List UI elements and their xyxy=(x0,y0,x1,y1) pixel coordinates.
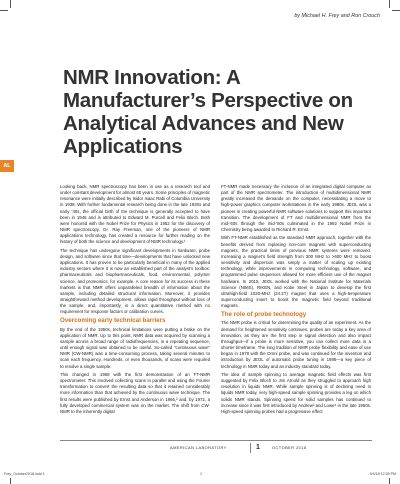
crop-mark xyxy=(392,10,400,11)
byline: by Michael H. Frey and Ron Crouch xyxy=(294,13,380,19)
crop-mark xyxy=(0,10,8,11)
paragraph: Looking back, NMR spectroscopy has been in use as a research tool and under constant development for almost 60 years. Some principles of magnetic resonance were initially described by Isidor Isaac Rabi of Columbia University in 1938. With further fundamental research being done in the late 1930s and early ’40s, the official birth of the technique is generally accepted to have been in 1946 and is attributed to Edward M. Purcell and Felix Bloch. Both were honored with the Nobel Prize for Physics in 1952 for the discovery of NMR spectroscopy. Dr. Ray Freeman, one of the pioneers of NMR applications technology, has created a resource for further reading on the history of both the science and development of NMR technology.¹ xyxy=(60,184,210,245)
right-column xyxy=(221,184,371,417)
section-tab: AL xyxy=(0,160,14,172)
paragraph: With FT-NMR established as the standard NMR approach, together with the benefits derived from replacing iron-core magnets with superconducting magnets, the practical limits of previous NMR systems were removed. Increasing a magnet’s field strength from 300 MHz to >600 MHz to boost sensitivity and dispersion was simply a matter of scaling up existing technology, while improvements in computing technology, software, and programmed pulse sequences allowed for more efficient use of the magnet hardware. In 2015, JEOL worked with the National Institute for Materials Science (NIMS), RIKEN, and Kobe Steel in Japan to develop the first ultrahigh-field 1020-MHz (24.2T) magnet that uses a high-temperature superconducting insert to boost the magnetic field beyond traditional magnets. xyxy=(221,235,371,309)
paragraph: The idea of sample spinning to average magnetic field effects was first suggested by Felix Bloch to Jim Arnold as they struggled to approach high resolution in liquids NMR. While sample spinning is of declining need in liquids NMR today, very high-speed sample spinning provides a leg on which solids NMR stands. Spinning speed for solid samples has continued to increase since it was first introduced by Andrew³ and Lowe⁴ in the late 1950s. High-speed spinning probes had a progressive effect xyxy=(221,371,371,414)
slug-page: 1 xyxy=(200,472,202,476)
footer-rule xyxy=(60,440,372,441)
footer-divider xyxy=(250,443,251,453)
section-heading: Overcoming early technical barriers xyxy=(60,317,166,325)
paragraph: FT-NMR made necessary the inclusion of an integrated digital computer as part of the NMR spectrometer. The introduction of multidimensional NMR greatly increased the demands on the computer, necessitating a move to high-power graphics computer workstations in the early 1980s. JEOL was a pioneer in creating powerful NMR software solutions to support this important transition. The development of FT and multidimensional NMR from the mid-’60s through the mid-’80s culminated in the 1992 Nobel Prize in Chemistry being awarded to Richard R. Ernst. xyxy=(221,184,371,233)
crop-mark xyxy=(389,0,390,8)
slug-timestamp: 9/4/18 12:39 PM xyxy=(369,472,396,476)
paragraph: By the end of the 1950s, technical limitations were putting a brake on the application of NMR. Up to this point, NMR data was acquired by scanning a sample across a broad range of radiofrequencies, in a repeating sequence, until enough signal was obtained to be useful. So-called “continuous wave” NMR (CW-NMR) was a time-consuming process, taking several minutes to scan each frequency. Hundreds, or even thousands, of scans were required to resolve a single sample. xyxy=(60,326,210,369)
print-slug xyxy=(4,472,396,480)
crop-mark xyxy=(10,0,11,8)
paragraph: The NMR probe is critical for determining the quality of an experiment. As the demand for heightened sensitivity continues, probes are today a key area of innovation, as they are the first step in signal detection and also impact throughput—if a probe is more sensitive, you can collect more data in a shorter timeframe. The long tradition of NMR probe flexibility and ease of use began in 1978 with the Omni probe, and was continued for the invention and introduction by JEOL of automatic probe tuning in 1986—a key piece of technology in NMR today and an industry standard today. xyxy=(221,320,371,369)
slug-filename: Frey_October2018.indd 1 xyxy=(4,472,45,476)
page-footer xyxy=(60,445,372,453)
article-title: NMR Innovation: A Manufacturer’s Perspective on Analytical Advances and New Applications xyxy=(63,66,353,158)
section-heading: The role of probe technology xyxy=(221,311,307,319)
page-number: 1 xyxy=(256,444,260,451)
magazine-name: AMERICAN LABORATORY xyxy=(170,445,227,450)
paragraph: The technique has undergone significant developments in hardware, probe design, and software since that time—developments that have unlocked new applications. It has proven to be particularly beneficial in many of the applied industry sectors where it is now an established part of the analyst’s toolbox: pharmaceuticals and biopharmaceuticals, food, environmental, polymer science, and proteomics, for example. A core reason for its success in these markets is that NMR offers unparalleled breadth of information about the sample, including detailed structural information. Moreover, it provides straightforward method development, allows rapid throughput without loss of the sample, and, importantly, is a direct quantitative method with no requirement for response factors or calibration curves. xyxy=(60,247,210,315)
left-column xyxy=(60,184,210,417)
issue-date: OCTOBER 2018 xyxy=(272,445,307,450)
paragraph: This changed in 1969 with the first demonstration of an FT-NMR spectrometer. This involved collecting scans in parallel and using the Fourier transformation to convert the resulting data so that it retained considerably more information than that achieved by the continuous wave technique. The first results were published by Ernst and Anderson in 1966,² and, by 1972, a fully developed commercial system was on the market. The shift from CW-NMR to the inherently digital xyxy=(60,371,210,414)
